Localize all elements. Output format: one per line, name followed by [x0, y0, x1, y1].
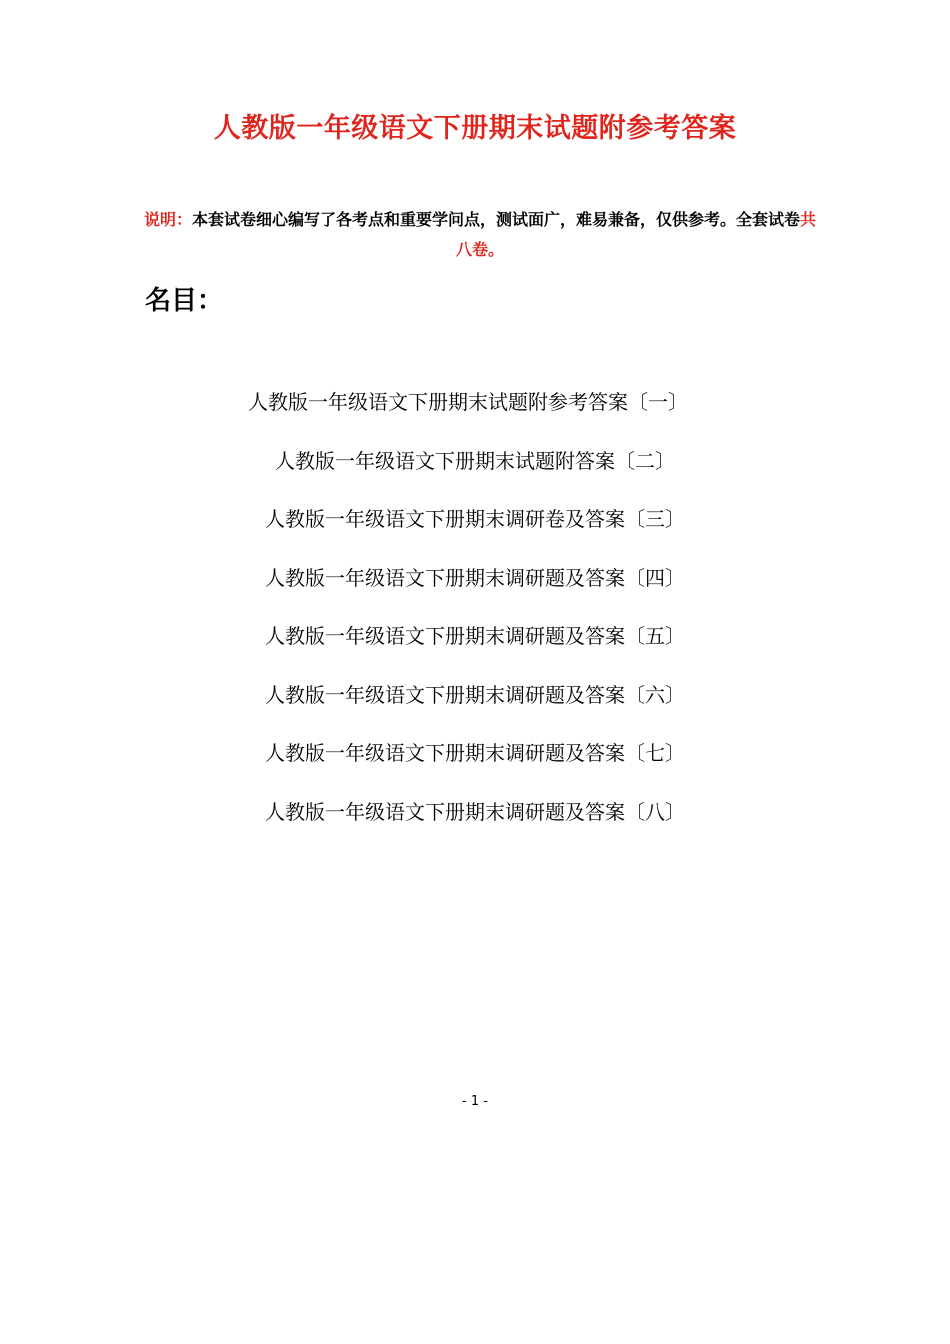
note-highlight: 共八卷。 — [455, 210, 817, 259]
note-label: 说明： — [143, 210, 192, 229]
toc-item[interactable]: 人教版一年级语文下册期末调研题及答案〔五〕 — [265, 624, 685, 648]
toc-heading: 名目： — [145, 286, 224, 316]
toc-item[interactable]: 人教版一年级语文下册期末试题附参考答案〔一〕 — [248, 390, 688, 414]
toc-item[interactable]: 人教版一年级语文下册期末调研题及答案〔八〕 — [265, 799, 685, 824]
document-title: 人教版一年级语文下册期末试题附参考答案 — [213, 113, 737, 145]
toc-item[interactable]: 人教版一年级语文下册期末试题附答案〔二〕 — [275, 448, 675, 473]
note-text: 本套试卷细心编写了各考点和重要学问点，测试面广，难易兼备，仅供参考。全套试卷 — [191, 210, 800, 229]
description-note — [140, 205, 820, 265]
toc-item[interactable]: 人教版一年级语文下册期末调研题及答案〔六〕 — [265, 682, 685, 707]
page-number: - 1 - — [462, 1094, 488, 1109]
toc-item[interactable]: 人教版一年级语文下册期末调研题及答案〔四〕 — [265, 565, 685, 590]
toc-item[interactable]: 人教版一年级语文下册期末调研卷及答案〔三〕 — [265, 507, 685, 531]
toc-item[interactable]: 人教版一年级语文下册期末调研题及答案〔七〕 — [265, 741, 685, 765]
table-of-contents — [0, 385, 950, 853]
